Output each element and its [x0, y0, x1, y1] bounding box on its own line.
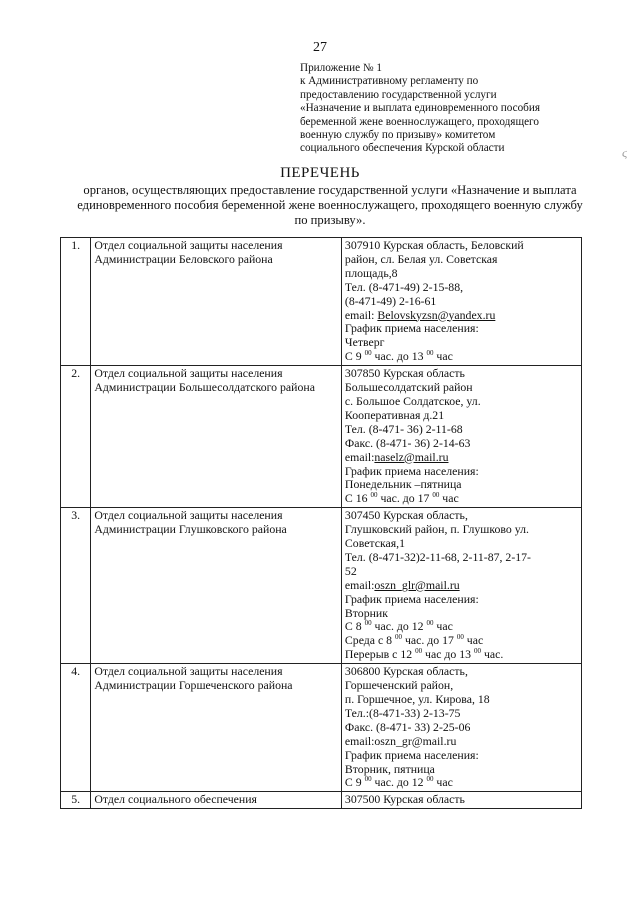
agencies-table [60, 237, 582, 809]
contact-line: С 8 $^{00}$ час. до 12 $^{00}$ час [344, 619, 453, 634]
annex-line: социального обеспечения Курской области [300, 142, 505, 155]
annex-line: военную службу по призыву» комитетом [300, 129, 496, 142]
contact-line: 52 [344, 563, 357, 578]
agency-name: Отдел социальной защиты населения Администрации Горшеченского района [91, 664, 342, 792]
contact-line: (8-471-49) 2-16-61 [344, 293, 437, 308]
contact-line: email:oszn_glr@mail.ru [344, 577, 460, 592]
contact-line: Кооперативная д.21 [344, 407, 445, 422]
contact-line: email:naselz@mail.ru [344, 449, 449, 464]
contact-line: С 9 $^{00}$ час. до 12 $^{00}$ час [344, 775, 453, 790]
contact-line: Тел. (8-471-32)2-11-68, 2-11-87, 2-17- [344, 549, 531, 564]
contact-line: 307500 Курская область [344, 792, 465, 807]
annex-line: к Административному регламенту по [300, 75, 479, 88]
contact-line: 306800 Курская область, [344, 664, 468, 679]
annex-line: предоставлению государственной услуги [300, 88, 497, 101]
agency-contacts [341, 792, 581, 809]
contact-line: График приема населения: [344, 747, 479, 762]
email-link[interactable]: Belovskyzsn@yandex.ru [377, 307, 496, 322]
contact-line: Тел. (8-471-49) 2-15-88, [344, 279, 464, 294]
annex-line: Приложение № 1 [300, 62, 382, 74]
table-row [61, 508, 582, 664]
row-number: 5. [61, 792, 91, 809]
contact-line: График приема населения: [344, 591, 479, 606]
row-number: 4. [61, 664, 91, 792]
table-row [61, 238, 582, 366]
contact-line: Большесолдатский район [344, 380, 473, 395]
contact-line: График приема населения: [344, 321, 479, 336]
row-number: 2. [61, 366, 91, 508]
agency-name: Отдел социальной защиты населения Администрации Глушковского района [91, 508, 342, 664]
contact-line: Советская,1 [344, 536, 406, 551]
table-row [61, 366, 582, 508]
annex-heading [300, 62, 600, 156]
contact-line: Четверг [344, 335, 385, 350]
agency-contacts [341, 238, 581, 366]
contact-line: 307910 Курская область, Беловский [344, 238, 524, 252]
agency-name: Отдел социальной защиты населения Администрации Большесолдатского района [91, 366, 342, 508]
contact-line: С 9 $^{00}$ час. до 13 $^{00}$ час [344, 349, 453, 364]
table-row [61, 664, 582, 792]
table-row [61, 792, 582, 809]
document-subtitle: органов, осуществляющих предоставление государственной услуги «Назначение и выплата единовременного пособия беременной жене военнослужащего, проходящего военную службу по призыву». [77, 183, 583, 227]
contact-line: 307450 Курская область, [344, 508, 468, 523]
contact-line: email:oszn_gr@mail.ru [344, 733, 457, 748]
contact-line: Тел.:(8-471-33) 2-13-75 [344, 705, 461, 720]
contact-line: График приема населения: [344, 463, 479, 478]
contact-line: Факс. (8-471- 36) 2-14-63 [344, 435, 471, 450]
contact-line: 307850 Курская область [344, 366, 465, 381]
contact-line: email: Belovskyzsn@yandex.ru [344, 307, 496, 322]
contact-line: Перерыв с 12 $^{00}$ час до 13 $^{00}$ час. [344, 647, 504, 662]
margin-mark-icon: ϛ [622, 146, 628, 160]
page-number: 27 [313, 40, 327, 55]
annex-line: беременной жене военнослужащего, проходящего [300, 115, 539, 128]
agency-contacts [341, 664, 581, 792]
contact-line: площадь,8 [344, 265, 398, 280]
contact-line: Понедельник –пятница [344, 477, 462, 492]
document-title: ПЕРЕЧЕНЬ [280, 165, 360, 181]
agency-contacts [341, 508, 581, 664]
contact-line: район, сл. Белая ул. Советская [344, 251, 498, 266]
contact-line: Факс. (8-471- 33) 2-25-06 [344, 719, 471, 734]
contact-line: Среда с 8 $^{00}$ час. до 17 $^{00}$ час [344, 633, 484, 648]
row-number: 1. [61, 238, 91, 366]
contact-line: Горшеченский район, [344, 678, 454, 693]
annex-line: «Назначение и выплата единовременного пособия [300, 102, 540, 115]
contact-line: Тел. (8-471- 36) 2-11-68 [344, 421, 463, 436]
agency-name: Отдел социального обеспечения [91, 792, 342, 809]
contact-line: с. Большое Солдатское, ул. [344, 393, 481, 408]
contact-line: Вторник [344, 605, 388, 620]
agency-name: Отдел социальной защиты населения Администрации Беловского района [91, 238, 342, 366]
agency-contacts [341, 366, 581, 508]
row-number: 3. [61, 508, 91, 664]
contact-line: п. Горшечное, ул. Кирова, 18 [344, 692, 490, 706]
contact-line: Вторник, пятница [344, 761, 435, 776]
contact-line: Глушковский район, п. Глушково ул. [344, 522, 529, 537]
contact-line: С 16 $^{00}$ час. до 17 $^{00}$ час [344, 491, 459, 506]
email-link[interactable]: oszn_glr@mail.ru [374, 577, 460, 592]
email-link[interactable]: naselz@mail.ru [374, 449, 449, 464]
